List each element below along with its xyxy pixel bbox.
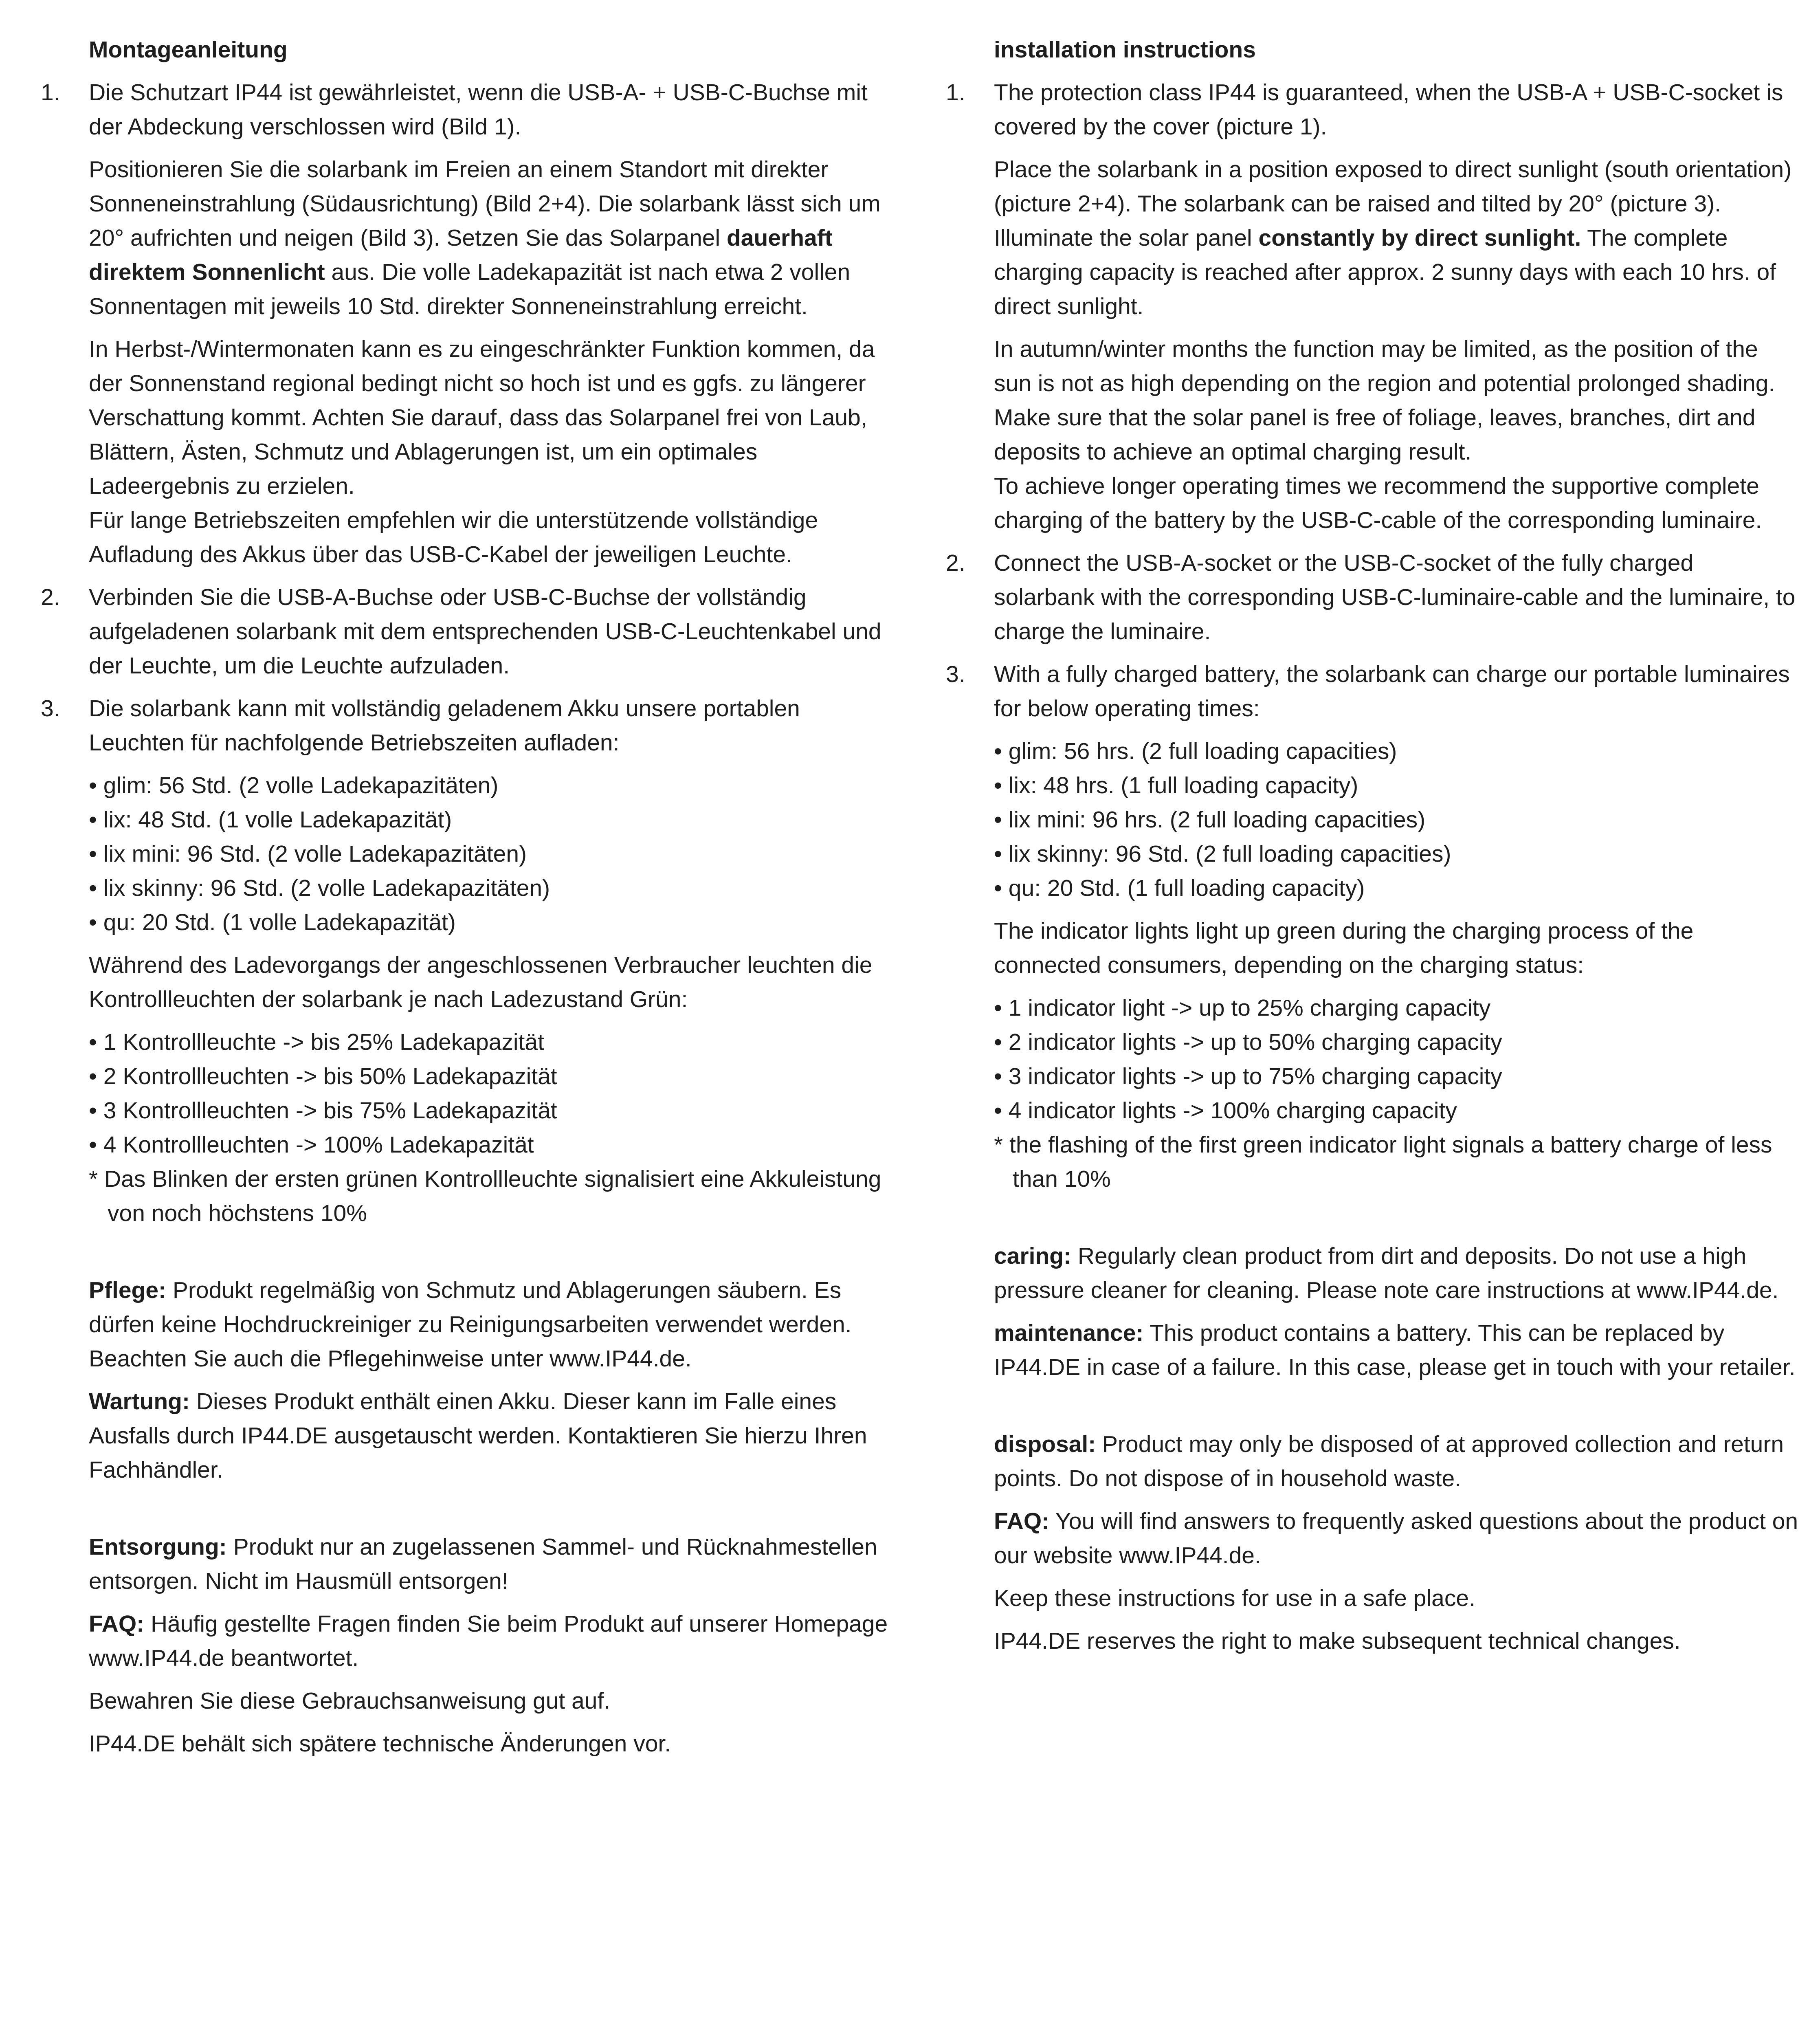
faq-section: FAQ: Häufig gestellte Fragen finden Sie beim Produkt auf unserer Homepage www.IP44.de beantwortet. xyxy=(89,1611,888,1671)
maintenance-section: Wartung: Dieses Produkt enthält einen Akku. Dieser kann im Falle eines Ausfalls durch IP44.DE ausgetauscht werden. Kontaktieren Sie hierzu Ihren Fachhändler. xyxy=(89,1388,867,1483)
paragraph: In Herbst-/Wintermonaten kann es zu eingeschränkter Funktion kommen, da der Sonnenstand regional bedingt nicht so hoch ist und es ggfs. zu längerer Verschattung kommt. Achten Sie darauf, dass das Solarpanel frei von Laub, Blättern, Ästen, Schmutz und Ablagerungen ist, um ein optimales Ladeergebnis zu erzielen. Für lange Betriebszeiten empfehlen wir die unterstützende vollständige Aufladung des Akkus über das USB-C-Kabel der jeweiligen Leuchte. xyxy=(89,336,875,568)
step-number: 1. xyxy=(946,79,965,106)
list-item: • lix: 48 Std. (1 volle Ladekapazität) xyxy=(89,803,895,837)
paragraph: Positionieren Sie die solarbank im Freien an einem Standort mit direkter Sonneneinstrahlung (Südausrichtung) (Bild 2+4). Die solarbank lässt sich um 20° aufrichten und neigen (Bild 3). Setzen Sie das Solarpanel dauerhaft direktem Sonnenlicht aus. Die volle Ladekapazität ist nach etwa 2 vollen Sonnentagen mit jeweils 10 Std. direkter Sonneneinstrahlung erreicht. xyxy=(89,156,881,319)
step-number: 2. xyxy=(41,584,60,610)
english-column xyxy=(946,33,1800,1667)
step-number: 2. xyxy=(946,550,965,576)
keep-note: Keep these instructions for use in a safe place. xyxy=(994,1585,1475,1611)
english-step-1 xyxy=(946,75,1800,537)
step-number: 3. xyxy=(41,695,60,722)
list-item: • qu: 20 Std. (1 volle Ladekapazität) xyxy=(89,905,895,939)
paragraph: The indicator lights light up green during the charging process of the connected consumers, depending on the charging status: xyxy=(994,918,1694,978)
paragraph: Während des Ladevorgangs der angeschlossenen Verbraucher leuchten die Kontrollleuchten der solarbank je nach Ladezustand Grün: xyxy=(89,952,873,1012)
step-number: 1. xyxy=(41,79,60,106)
english-step-2 xyxy=(946,546,1800,649)
maintenance-section: maintenance: This product contains a battery. This can be replaced by IP44.DE in case of a failure. In this case, please get in touch with your retailer. xyxy=(994,1320,1796,1380)
indicator-lights-list xyxy=(994,991,1800,1128)
english-title: installation instructions xyxy=(994,37,1256,63)
list-item: • lix mini: 96 hrs. (2 full loading capacities) xyxy=(994,803,1800,837)
german-step-2 xyxy=(41,580,895,683)
disposal-section: disposal: Product may only be disposed of at approved collection and return points. Do not dispose of in household waste. xyxy=(994,1431,1784,1491)
list-item: • glim: 56 hrs. (2 full loading capacities) xyxy=(994,734,1800,768)
paragraph: In autumn/winter months the function may be limited, as the position of the sun is not as high depending on the region and potential prolonged shading. Make sure that the solar panel is free of foliage, leaves, branches, dirt and deposits to achieve an optimal charging result. To achieve longer operating times we recommend the supportive complete charging of the battery by the USB-C-cable of the corresponding luminaire. xyxy=(994,336,1775,533)
german-step-1 xyxy=(41,75,895,572)
list-item: • 3 indicator lights -> up to 75% charging capacity xyxy=(994,1059,1800,1093)
list-item: • 3 Kontrollleuchten -> bis 75% Ladekapazität xyxy=(89,1093,895,1128)
paragraph: With a fully charged battery, the solarbank can charge our portable luminaires for below operating times: xyxy=(994,661,1790,722)
list-item: • 4 indicator lights -> 100% charging capacity xyxy=(994,1093,1800,1128)
disposal-section: Entsorgung: Produkt nur an zugelassenen Sammel- und Rücknahmestellen entsorgen. Nicht im Hausmüll entsorgen! xyxy=(89,1534,877,1594)
paragraph: Die Schutzart IP44 ist gewährleistet, wenn die USB-A- + USB-C-Buchse mit der Abdeckung verschlossen wird (Bild 1). xyxy=(89,79,868,140)
care-section: Pflege: Produkt regelmäßig von Schmutz und Ablagerungen säubern. Es dürfen keine Hochdruckreiniger zu Reinigungsarbeiten verwendet werden. Beachten Sie auch die Pflegehinweise unter www.IP44.de. xyxy=(89,1277,852,1372)
footnote: * Das Blinken der ersten grünen Kontrollleuchte signalisiert eine Akkuleistung von noch höchstens 10% xyxy=(89,1166,881,1226)
footnote: * the flashing of the first green indicator light signals a battery charge of less than 10% xyxy=(994,1132,1772,1192)
rights-note: IP44.DE behält sich spätere technische Änderungen vor. xyxy=(89,1731,671,1757)
operating-times-list xyxy=(994,734,1800,905)
list-item: • 1 indicator light -> up to 25% charging capacity xyxy=(994,991,1800,1025)
rights-note: IP44.DE reserves the right to make subsequent technical changes. xyxy=(994,1628,1681,1654)
list-item: • 2 indicator lights -> up to 50% charging capacity xyxy=(994,1025,1800,1059)
paragraph: Verbinden Sie die USB-A-Buchse oder USB-C-Buchse der vollständig aufgeladenen solarbank mit dem entsprechenden USB-C-Leuchtenkabel und der Leuchte, um die Leuchte aufzuladen. xyxy=(89,584,881,679)
emphasis: dauerhaft direktem Sonnenlicht xyxy=(89,225,833,285)
operating-times-list xyxy=(89,768,895,939)
paragraph: Place the solarbank in a position exposed to direct sunlight (south orientation) (picture 2+4). The solarbank can be raised and tilted by 20° (picture 3). Illuminate the solar panel constantly by direct sunlight. The complete charging capacity is reached after approx. 2 sunny days with each 10 hrs. of direct sunlight. xyxy=(994,156,1792,319)
emphasis: constantly by direct sunlight. xyxy=(1258,225,1581,251)
list-item: • lix skinny: 96 Std. (2 full loading capacities) xyxy=(994,837,1800,871)
list-item: • lix mini: 96 Std. (2 volle Ladekapazitäten) xyxy=(89,837,895,871)
step-number: 3. xyxy=(946,661,965,687)
list-item: • glim: 56 Std. (2 volle Ladekapazitäten) xyxy=(89,768,895,803)
list-item: • 4 Kontrollleuchten -> 100% Ladekapazität xyxy=(89,1128,895,1162)
paragraph: The protection class IP44 is guaranteed, when the USB-A + USB-C-socket is covered by the cover (picture 1). xyxy=(994,79,1783,140)
list-item: • lix skinny: 96 Std. (2 volle Ladekapazitäten) xyxy=(89,871,895,905)
paragraph: Die solarbank kann mit vollständig geladenem Akku unsere portablen Leuchten für nachfolgende Betriebszeiten aufladen: xyxy=(89,695,800,756)
list-item: • 1 Kontrollleuchte -> bis 25% Ladekapazität xyxy=(89,1025,895,1059)
english-step-3 xyxy=(946,657,1800,1196)
keep-note: Bewahren Sie diese Gebrauchsanweisung gut auf. xyxy=(89,1688,611,1714)
faq-section: FAQ: You will find answers to frequently asked questions about the product on our website www.IP44.de. xyxy=(994,1508,1798,1568)
list-item: • 2 Kontrollleuchten -> bis 50% Ladekapazität xyxy=(89,1059,895,1093)
paragraph: Connect the USB-A-socket or the USB-C-socket of the fully charged solarbank with the corresponding USB-C-luminaire-cable and the luminaire, to charge the luminaire. xyxy=(994,550,1796,645)
list-item: • qu: 20 Std. (1 full loading capacity) xyxy=(994,871,1800,905)
german-title: Montageanleitung xyxy=(89,37,288,63)
care-section: caring: Regularly clean product from dirt and deposits. Do not use a high pressure cleaner for cleaning. Please note care instructions at www.IP44.de. xyxy=(994,1243,1779,1303)
list-item: • lix: 48 hrs. (1 full loading capacity) xyxy=(994,768,1800,803)
indicator-lights-list xyxy=(89,1025,895,1162)
german-step-3 xyxy=(41,691,895,1230)
german-column xyxy=(41,33,895,1769)
